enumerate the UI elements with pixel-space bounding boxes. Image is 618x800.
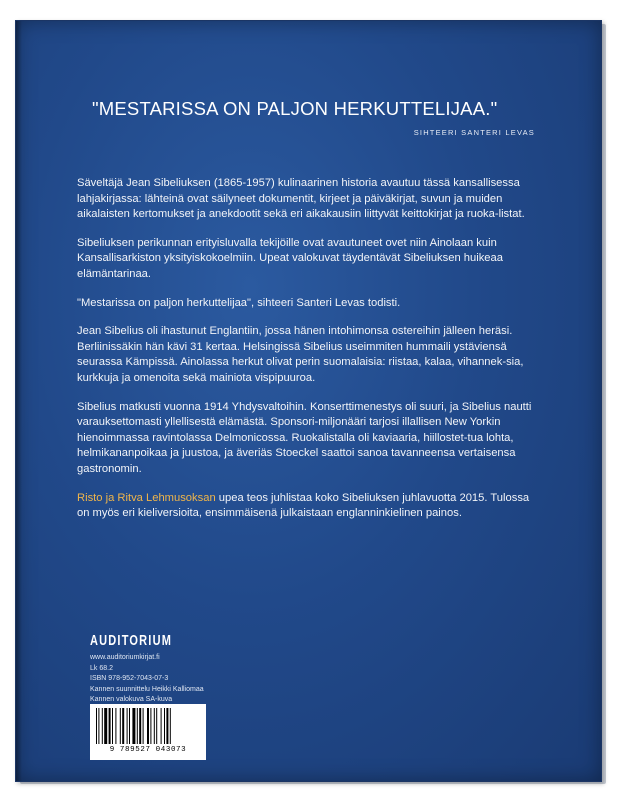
blurb-paragraph-1: Säveltäjä Jean Sibeliuksen (1865-1957) kulinaarinen historia avautuu tässä kansallisessa lahjakirjassa: lähteinä ovat säilyneet dokumentit, kirjeet ja päiväkirjat, suvun ja muiden aikalaisten kertomukset ja anekdootit sekä eri aikakausiin liittyvät keittokirjat ja ruoka-listat. [77,177,525,221]
barcode-bar [120,708,121,744]
final-paragraph-text: upea teos juhlistaa koko Sibeliuksen juhlavuotta 2015. Tulossa on myös eri kieliversioita, ensimmäisenä julkaistaan englanninkielinen painos. [77,491,530,520]
blurb-paragraph-3: "Mestarissa on paljon herkuttelijaa", sihteeri Santeri Levas todisti. [77,296,401,309]
barcode-bar [150,708,151,744]
barcode-bar [102,708,103,744]
spine-edge [16,21,22,781]
publisher-logo: AUDITORIUM [90,633,173,650]
isbn: ISBN 978-952-7043-07-3 [90,675,169,682]
cover-design-credit: Kannen suunnittelu Heikki Kalliomaa [90,685,204,693]
cover-quote: "MESTARISSA ON PALJON HERKUTTELIJAA." [92,98,498,119]
blurb-paragraph-2: Sibeliuksen perikunnan erityisluvalla tekijöille ovat avautuneet ovet niin Ainolaan kuin Kansallisarkiston yksityiskokoelmiin. Upeat valokuvat täydentävät Sibeliuksen huikeaa elämäntarinaa. [77,236,503,280]
barcode-bar [115,708,116,744]
barcode-bar [166,708,168,744]
barcode-bar [156,708,157,744]
barcode-bar [154,708,155,744]
cover-photo-credit: Kannen valokuva SA-kuva [90,696,173,703]
barcode-bar [129,708,130,744]
barcode-bar [127,708,128,744]
barcode-bars [96,708,200,746]
barcode-bar [112,708,113,744]
author-names: Risto ja Ritva Lehmusoksan [77,491,216,504]
blurb-paragraph-6 [77,491,532,522]
barcode-bar [170,708,171,744]
barcode-bar [164,708,165,744]
barcode-bar [139,708,141,744]
barcode-bar [109,708,111,744]
barcode-number: 9 789527 043073 [109,746,187,754]
barcode-bar [132,708,135,744]
barcode-bar [137,708,138,744]
classification: Lk 68.2 [90,664,113,672]
barcode-bar [104,708,107,744]
barcode-bar [122,708,124,744]
barcode-bar [96,708,97,744]
barcode-bar [98,708,99,744]
barcode-bar [143,708,144,744]
blurb-paragraph-4: Jean Sibelius oli ihastunut Englantiin, jossa hänen intohimonsa ostereihin jälleen heräsi. Berliinissäkin hän kävi 31 kertaa. Helsingissä Sibelius useimmiten hummaili ystäviensä seurassa Kämpissä. Ainolassa herkut olivat perin suomalaisia: riistaa, kalaa, vihannek-sia, kurkkuja ja omenoita sekä mainiota vispipuuroa. [77,325,524,384]
blurb-text [77,176,532,535]
barcode-bar [147,708,149,744]
quote-attribution: SIHTEERI SANTERI LEVAS [413,128,535,137]
barcode-bar [161,708,162,744]
blurb-paragraph-5: Sibelius matkusti vuonna 1914 Yhdysvaltoihin. Konserttimenestys oli suuri, ja Sibelius nautti varauksettomasti yllellisestä elämästä. Sponsori-miljonääri tarjosi illallisen New Yorkin hienoimmassa ravintolassa Delmonicossa. Ruokalistalla oli kaviaaria, hiillostet-tua lohta, helmikananpoikaa ja juustoa, ja äveriäs Stoeckel saattoi sanoa tavanneensa vertaisensa gastronomin. [77,400,532,475]
publisher-block [90,633,350,706]
publisher-website: www.auditoriumkirjat.fi [90,654,160,661]
barcode [90,704,206,760]
